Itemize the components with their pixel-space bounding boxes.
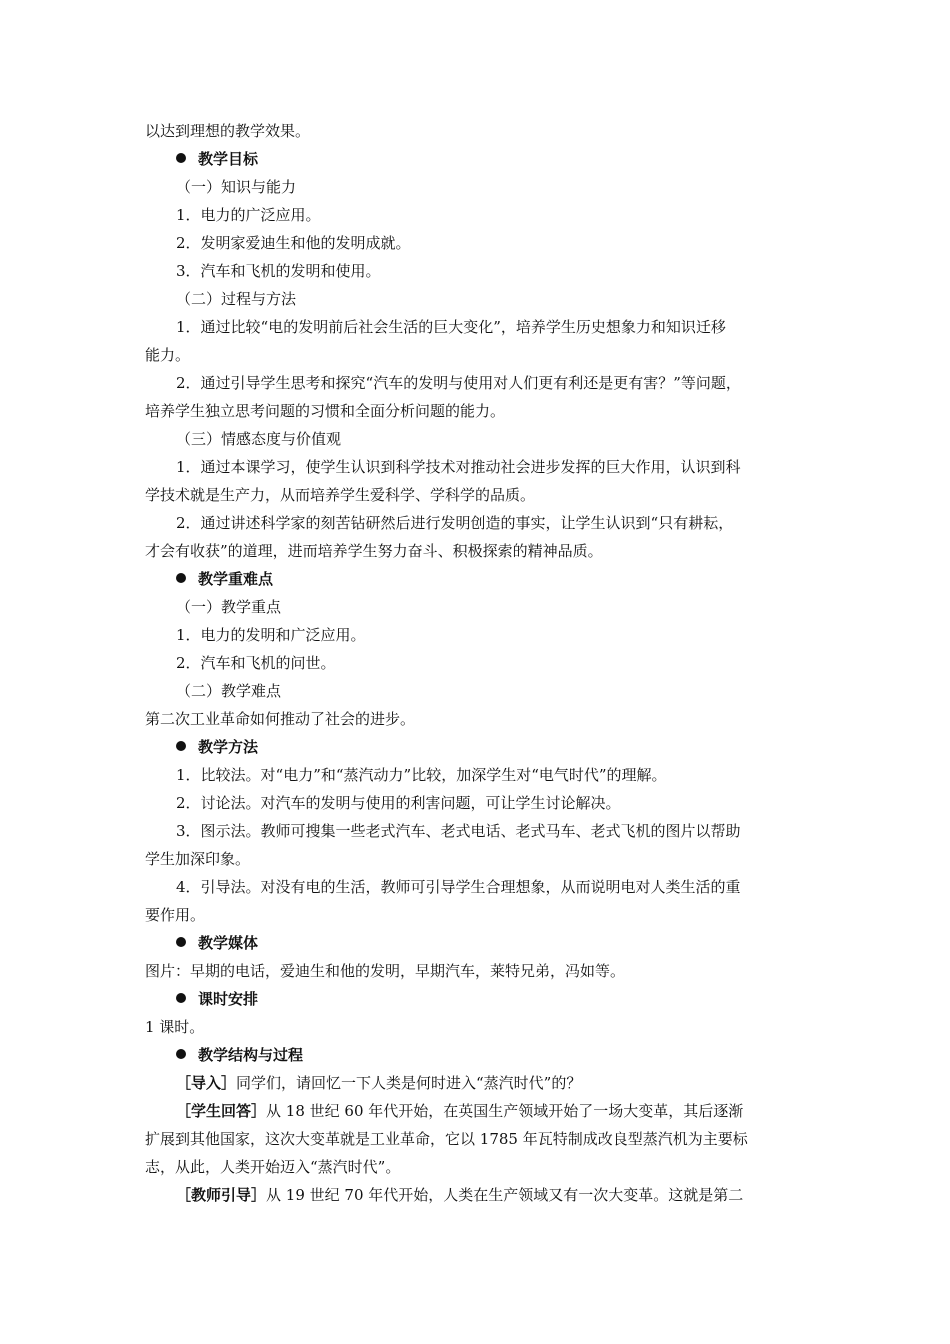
bullet-icon <box>176 573 186 583</box>
list-item: 3．汽车和飞机的发明和使用。 <box>176 262 381 280</box>
intro-tag: ［导入］ <box>176 1074 237 1092</box>
text-line: 志，从此，人类开始迈入“蒸汽时代”。 <box>145 1158 401 1176</box>
text-line: 要作用。 <box>145 906 206 924</box>
list-item: 2．讨论法。对汽车的发明与使用的利害问题，可让学生讨论解决。 <box>176 794 621 812</box>
text-line: 以达到理想的教学效果。 <box>145 122 311 140</box>
bullet-icon <box>176 741 186 751</box>
section-heading-methods: 教学方法 <box>145 733 815 761</box>
section-heading-schedule: 课时安排 <box>145 985 815 1013</box>
lesson-plan-text <box>145 117 815 1209</box>
section-heading-keypoints: 教学重难点 <box>145 565 815 593</box>
text-line: 学技术就是生产力，从而培养学生爱科学、学科学的品质。 <box>145 486 536 504</box>
subheading: （一）教学重点 <box>176 598 282 616</box>
student-answer-line: ［学生回答］从 18 世纪 60 年代开始，在英国生产领域开始了一场大变革，其后逐渐 <box>176 1102 744 1120</box>
text-line: 培养学生独立思考问题的习惯和全面分析问题的能力。 <box>145 402 506 420</box>
section-heading-objectives: 教学目标 <box>145 145 815 173</box>
subheading: （二）教学难点 <box>176 682 282 700</box>
list-item: 2．发明家爱迪生和他的发明成就。 <box>176 234 411 252</box>
subheading: （二）过程与方法 <box>176 290 297 308</box>
section-heading-media: 教学媒体 <box>145 929 815 957</box>
text-line: 图片：早期的电话，爱迪生和他的发明，早期汽车，莱特兄弟，冯如等。 <box>145 962 626 980</box>
teacher-guide-line: ［教师引导］从 19 世纪 70 年代开始，人类在生产领域又有一次大变革。这就是第二 <box>176 1186 744 1204</box>
list-item: 2．通过引导学生思考和探究“汽车的发明与使用对人们更有利还是更有害？”等问题， <box>176 374 741 392</box>
list-item: 1．电力的发明和广泛应用。 <box>176 626 366 644</box>
bullet-icon <box>176 153 186 163</box>
subheading: （一）知识与能力 <box>176 178 297 196</box>
section-heading-structure: 教学结构与过程 <box>145 1041 815 1069</box>
list-item: 2．汽车和飞机的问世。 <box>176 654 336 672</box>
student-answer-tag: ［学生回答］ <box>176 1102 267 1120</box>
teacher-guide-tag: ［教师引导］ <box>176 1186 267 1204</box>
list-item: 1．通过比较“电的发明前后社会生活的巨大变化”，培养学生历史想象力和知识迁移 <box>176 318 726 336</box>
text-line: 学生加深印象。 <box>145 850 251 868</box>
list-item: 4．引导法。对没有电的生活，教师可引导学生合理想象，从而说明电对人类生活的重 <box>176 878 741 896</box>
bullet-icon <box>176 1049 186 1059</box>
text-line: 1 课时。 <box>145 1018 205 1036</box>
list-item: 3．图示法。教师可搜集一些老式汽车、老式电话、老式马车、老式飞机的图片以帮助 <box>176 822 741 840</box>
bullet-icon <box>176 993 186 1003</box>
text-line: 才会有收获”的道理，进而培养学生努力奋斗、积极探索的精神品质。 <box>145 542 603 560</box>
subheading: （三）情感态度与价值观 <box>176 430 342 448</box>
text-line: 第二次工业革命如何推动了社会的进步。 <box>145 710 416 728</box>
list-item: 1．电力的广泛应用。 <box>176 206 321 224</box>
text-line: 能力。 <box>145 346 191 364</box>
intro-line: ［导入］同学们，请回忆一下人类是何时进入“蒸汽时代”的？ <box>176 1074 582 1092</box>
list-item: 1．通过本课学习，使学生认识到科学技术对推动社会进步发挥的巨大作用，认识到科 <box>176 458 741 476</box>
list-item: 2．通过讲述科学家的刻苦钻研然后进行发明创造的事实，让学生认识到“只有耕耘， <box>176 514 734 532</box>
bullet-icon <box>176 937 186 947</box>
list-item: 1．比较法。对“电力”和“蒸汽动力”比较，加深学生对“电气时代”的理解。 <box>176 766 667 784</box>
text-line: 扩展到其他国家，这次大变革就是工业革命，它以 1785 年瓦特制成改良型蒸汽机为主要标 <box>145 1130 748 1148</box>
